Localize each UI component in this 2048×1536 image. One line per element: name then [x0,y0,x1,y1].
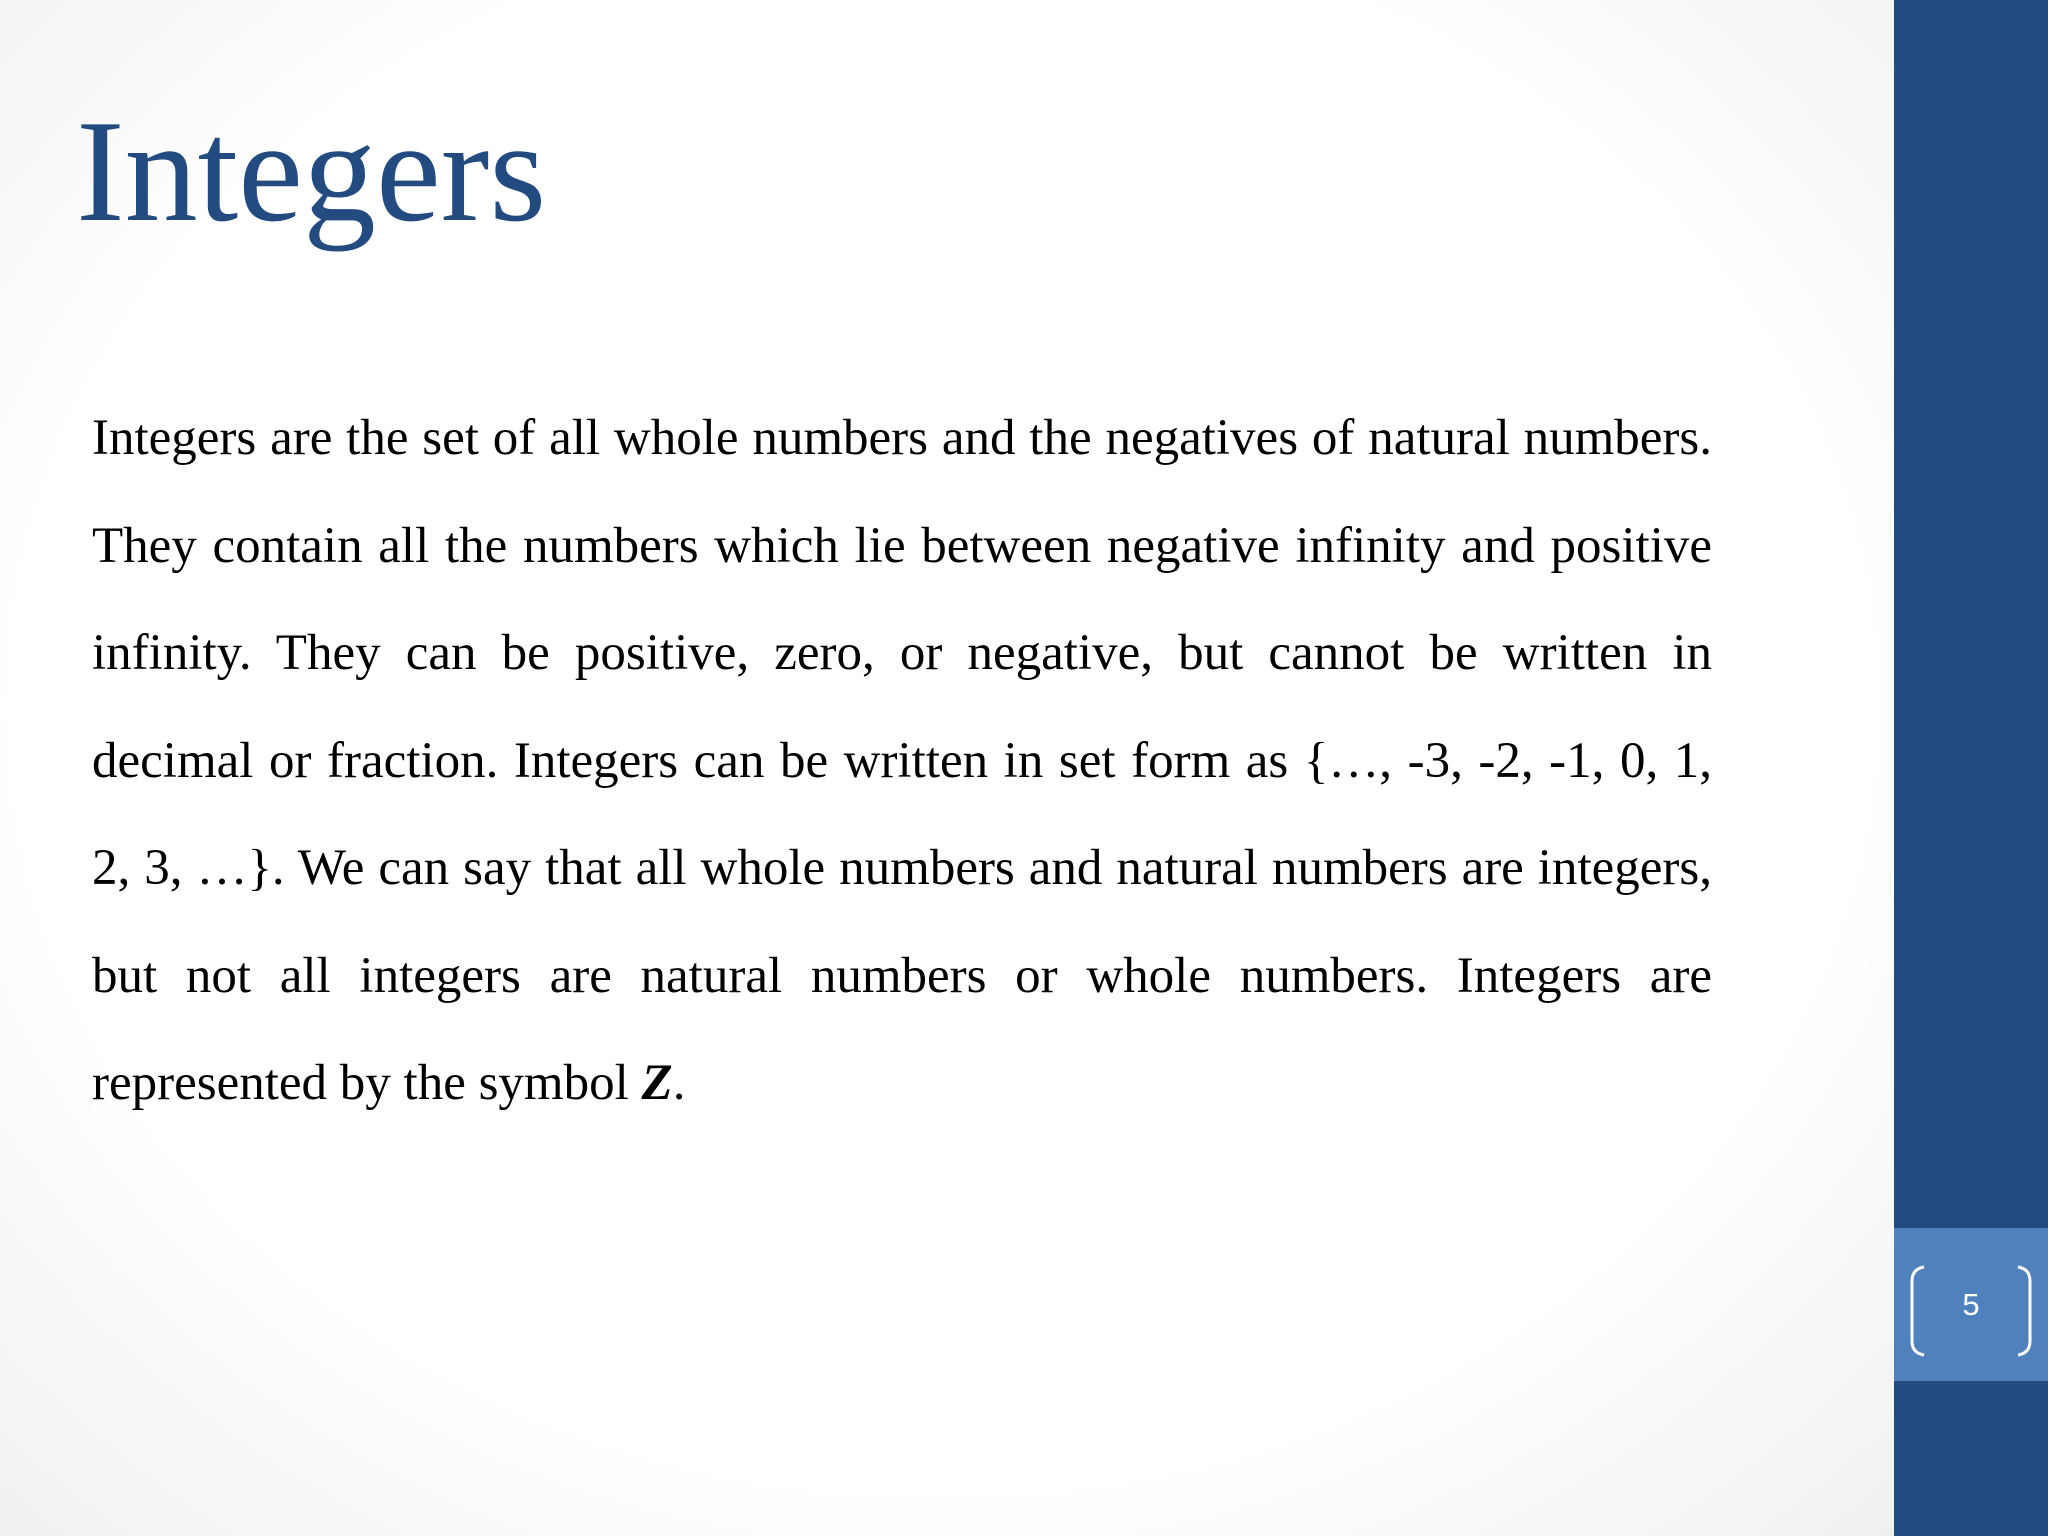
body-paragraph-end: . [672,1055,686,1111]
page-number-tab [1894,1228,2048,1381]
slide-title: Integers [76,90,547,252]
integer-symbol: Z [641,1055,673,1111]
body-paragraph [92,385,1712,1138]
body-paragraph-text: Integers are the set of all whole numbers and the negatives of natural numbers. They contain all the numbers which lie between negative infinity and positive infinity. They can be positive, zero, or negative, but cannot be written in decimal or fraction. Integers can be written in set form as {…, -3, -2, -1, 0, 1, 2, 3, …}. We can say that all whole numbers and natural numbers are integers, but not all integers are natural numbers or whole numbers. Integers are represented by the symbol [92,410,1712,1111]
page-number: 5 [1962,1287,1980,1322]
